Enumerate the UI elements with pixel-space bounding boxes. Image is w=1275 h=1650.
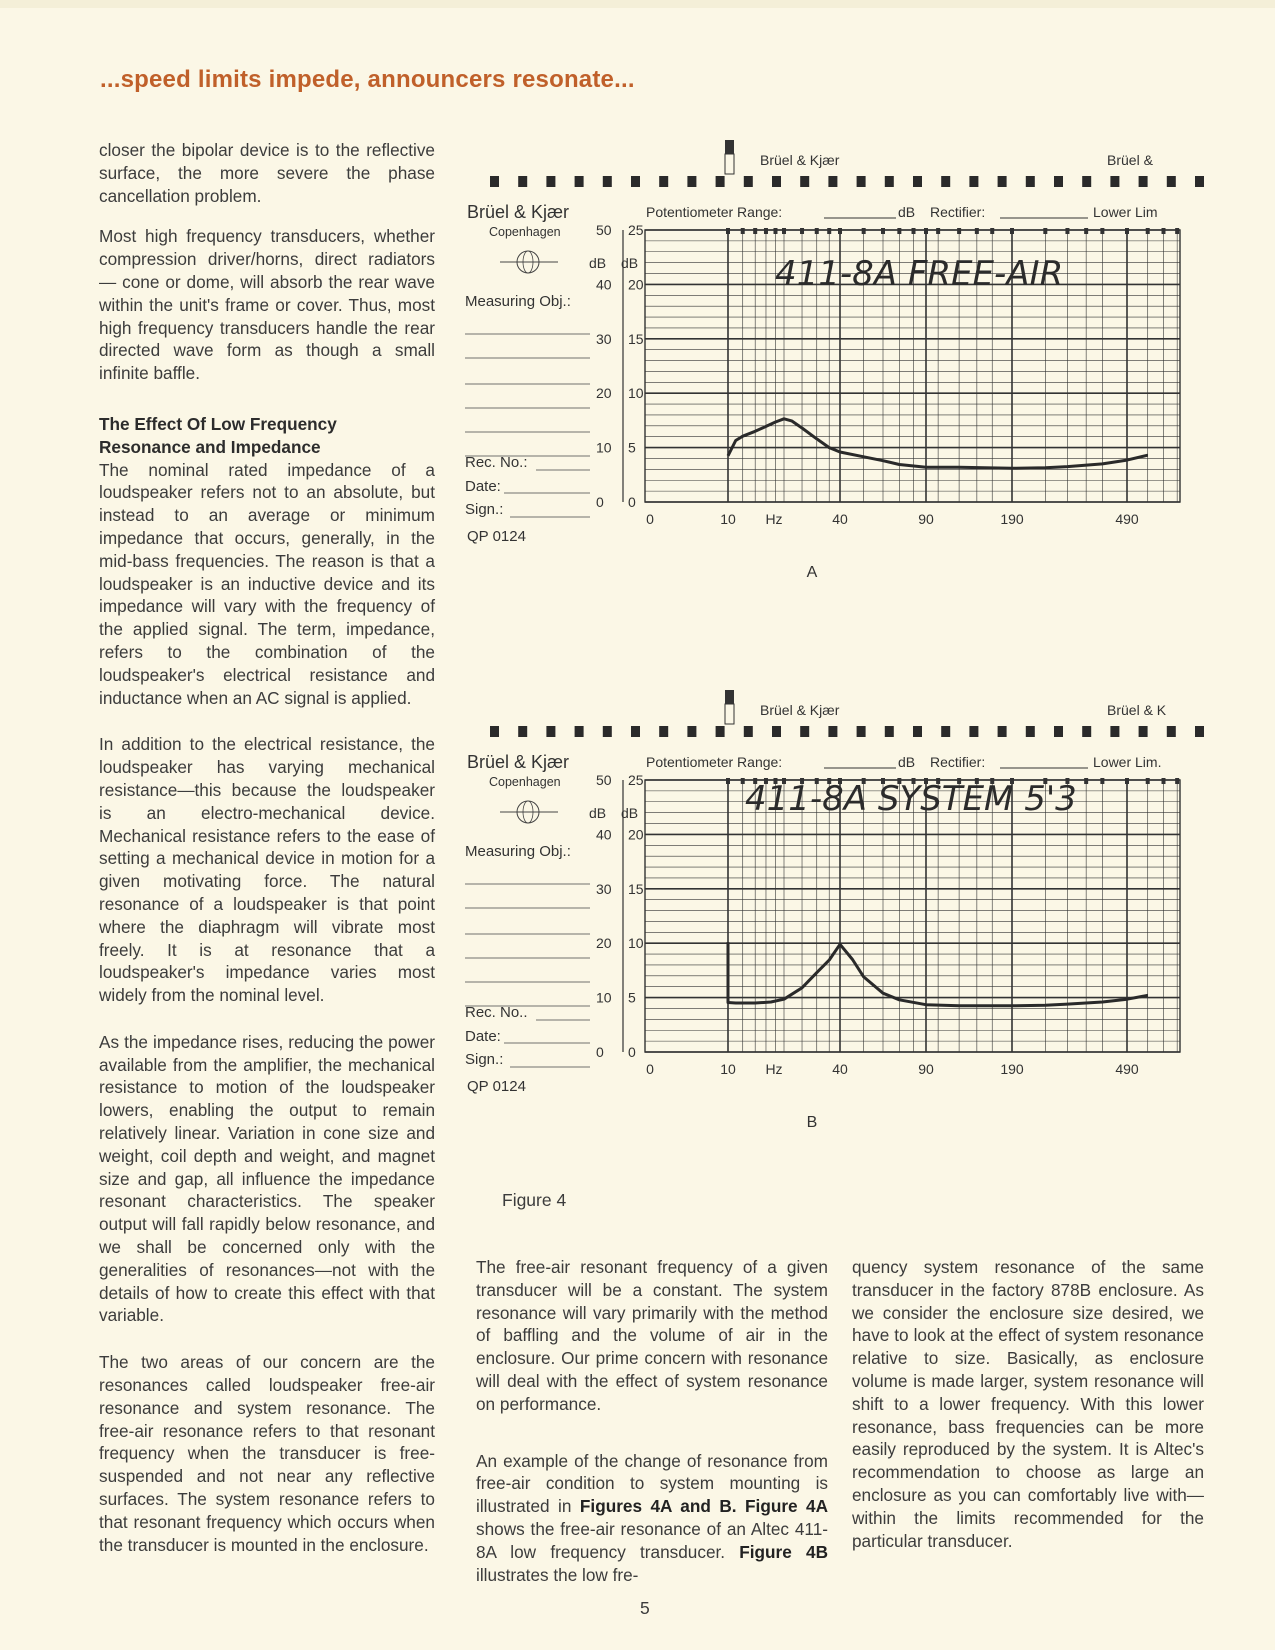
right-scale-label: 20 [628, 276, 644, 293]
figure-4a-ref: Figure 4A [745, 1496, 829, 1517]
grid-tick-mark [881, 228, 885, 234]
x-tick-label: 10 [720, 511, 736, 527]
grid-tick-mark [1146, 228, 1150, 234]
potentiometer-label: Potentiometer Range: [646, 754, 783, 770]
sprocket-hole [546, 726, 555, 737]
sprocket-hole [772, 176, 781, 187]
potentiometer-label: Potentiometer Range: [646, 204, 783, 220]
sprocket-hole [716, 726, 725, 737]
middle-p2-text-e: shows the free-air resonance of an Altec 411-8A low frequency transducer. [476, 1518, 828, 1562]
grid-tick-mark [827, 228, 831, 234]
figure-panel-label: B [806, 1114, 818, 1131]
sprocket-hole [716, 176, 725, 187]
grid-tick-mark [912, 228, 916, 234]
subheading-line-1: The Effect Of Low Frequency [99, 413, 337, 434]
page-top-edge [0, 0, 1275, 8]
x-tick-label: 490 [1115, 1061, 1139, 1077]
grid-tick-mark [957, 228, 961, 234]
grid-tick-mark [764, 228, 768, 234]
left-paragraph-1: closer the bipolar device is to the reflective surface, the more severe the phase cancellation problem. [99, 140, 435, 206]
date-label: Date: [465, 478, 501, 495]
paper-marker [725, 690, 734, 704]
grid-tick-mark [838, 228, 842, 234]
sprocket-hole [546, 176, 555, 187]
sign-label: Sign.: [465, 1051, 504, 1068]
sprocket-hole [490, 176, 499, 187]
right-scale-label: 0 [628, 494, 636, 510]
sprocket-hole [659, 726, 668, 737]
grid-tick-mark [990, 228, 994, 234]
x-tick-label: 90 [918, 1061, 934, 1077]
left-scale-label: 10 [596, 989, 612, 1006]
sprocket-hole [998, 176, 1007, 187]
middle-paragraph-2 [476, 1450, 828, 1587]
right-scale-label: 25 [628, 222, 644, 238]
x-tick-label: Hz [765, 1061, 783, 1077]
paper-marker-outline [725, 154, 734, 174]
left-scale-label: 40 [596, 276, 612, 293]
chart-b-svg [465, 690, 1240, 1170]
right-scale-label: 0 [628, 1044, 636, 1060]
grid-tick-mark [1100, 228, 1104, 234]
sprocket-hole [913, 726, 922, 737]
sprocket-hole [857, 726, 866, 737]
left-scale-label: 0 [596, 494, 604, 510]
sprocket-hole [659, 176, 668, 187]
figure-4a [465, 140, 1240, 620]
sprocket-hole [941, 726, 950, 737]
sprocket-hole [857, 176, 866, 187]
sprocket-hole [1026, 726, 1035, 737]
subheading-line-2: Resonance and Impedance [99, 436, 321, 457]
sprocket-hole [518, 176, 527, 187]
date-label: Date: [465, 1028, 501, 1045]
right-column [852, 1256, 1204, 1570]
brand-name: Brüel & Kjær [467, 202, 570, 222]
handwritten-chart-title: 411-8A SYSTEM 5'3 [745, 779, 1077, 819]
sprocket-hole [687, 726, 696, 737]
figure-4b-ref: Figure 4B [739, 1541, 828, 1562]
sprocket-hole [913, 176, 922, 187]
sprocket-hole [998, 726, 1007, 737]
right-scale-label: 10 [628, 935, 644, 952]
sprocket-hole [1026, 176, 1035, 187]
grid-tick-mark [1084, 228, 1088, 234]
sprocket-hole [744, 726, 753, 737]
paper-marker [725, 140, 734, 154]
lower-lim-label: Lower Lim [1093, 204, 1158, 220]
right-scale-label: 15 [628, 330, 644, 347]
sprocket-hole [631, 726, 640, 737]
sprocket-hole [1082, 176, 1091, 187]
grid-tick-mark [1125, 228, 1129, 234]
grid-tick-mark [726, 228, 730, 234]
sprocket-hole [1110, 726, 1119, 737]
sprocket-hole [603, 726, 612, 737]
sprocket-hole [885, 726, 894, 737]
grid-tick-mark [1084, 778, 1088, 784]
grid-tick-mark [1175, 228, 1179, 234]
brand-top-label: Brüel & Kjær [760, 702, 840, 718]
middle-p2-text-c [737, 1496, 746, 1516]
sprocket-hole [518, 726, 527, 737]
middle-p2-text-g: illustrates the low fre- [476, 1564, 639, 1585]
x-tick-label: 0 [646, 511, 654, 527]
grid-tick-mark [936, 228, 940, 234]
right-scale-label: 20 [628, 826, 644, 843]
x-tick-label: 0 [646, 1061, 654, 1077]
grid-tick-mark [862, 228, 866, 234]
grid-tick-mark [1175, 778, 1179, 784]
left-scale-label: 50 [596, 222, 612, 238]
grid-tick-mark [897, 228, 901, 234]
sprocket-hole [1110, 176, 1119, 187]
sprocket-hole [1139, 176, 1148, 187]
left-scale-label: 50 [596, 772, 612, 788]
right-scale-label: 5 [628, 989, 636, 1006]
grid-tick-mark [1162, 228, 1166, 234]
sprocket-hole [1082, 726, 1091, 737]
sprocket-hole [1195, 726, 1204, 737]
sprocket-hole [631, 176, 640, 187]
grid-tick-mark [815, 228, 819, 234]
left-column [99, 139, 435, 1574]
middle-paragraph-1: The free-air resonant frequency of a given transducer will be a constant. The system resonance will vary primarily with the method of baffling and the volume of air in the enclosure. Our prime concern with resonance will deal with the effect of system resonance on performance. [476, 1257, 828, 1414]
rec-no-label: Rec. No.. [465, 1004, 528, 1021]
sprocket-hole [1167, 176, 1176, 187]
qp-number: QP 0124 [467, 528, 526, 545]
grid-tick-mark [1146, 778, 1150, 784]
rectifier-label: Rectifier: [930, 754, 986, 770]
left-paragraph-6: The two areas of our concern are the resonances called loudspeaker free-air resonance and system resonance. The free-air resonance refers to that resonant frequency when the transducer is free-suspended and not near any reflective surfaces. The system resonance refers to that resonant frequency which occurs when the transducer is mounted in the enclosure. [99, 1352, 435, 1555]
brand-city: Copenhagen [489, 225, 561, 239]
left-paragraph-3: The nominal rated impedance of a loudspeaker refers not to an absolute, but instead to an average or minimum impedance that occurs, generally, in the mid-bass frequencies. The reason is that a loudspeaker is an inductive device and its impedance will vary with the frequency of the applied signal. The term, impedance, refers to the combination of the loudspeaker's electrical resistance and inductance when an AC signal is applied. [99, 459, 435, 708]
grid-tick-mark [773, 228, 777, 234]
brand-name: Brüel & Kjær [467, 752, 570, 772]
sprocket-hole [969, 176, 978, 187]
left-scale-label: 0 [596, 1044, 604, 1060]
x-tick-label: Hz [765, 511, 783, 527]
sprocket-hole [800, 726, 809, 737]
sprocket-hole [828, 176, 837, 187]
left-scale-label: 20 [596, 385, 612, 402]
left-paragraph-5: As the impedance rises, reducing the power available from the amplifier, the mechanical resistance to motion of the loudspeaker lowers, enabling the output to remain relatively linear. Variation in cone size and weight, coil depth and weight, and magnet size and gap, all influence the impedance resonant characteristics. The speaker output will fall rapidly below resonance, and we shall be concerned only with the generalities of resonances—not with the details of how to create this effect with that variable. [99, 1031, 435, 1326]
db-left-unit: dB [589, 255, 607, 271]
right-scale-label: 5 [628, 439, 636, 456]
sprocket-hole [941, 176, 950, 187]
sprocket-hole [1139, 726, 1148, 737]
measuring-obj-label: Measuring Obj.: [465, 293, 571, 310]
left-scale-label: 40 [596, 826, 612, 843]
brand-city: Copenhagen [489, 775, 561, 789]
grid-tick-mark [726, 778, 730, 784]
x-tick-label: 40 [832, 1061, 848, 1077]
grid-tick-mark [741, 228, 745, 234]
sprocket-hole [1054, 176, 1063, 187]
grid-tick-mark [1100, 778, 1104, 784]
chart-a-svg [465, 140, 1240, 620]
sprocket-hole [828, 726, 837, 737]
page-number: 5 [640, 1598, 650, 1618]
figure-panel-label: A [806, 564, 818, 581]
sprocket-hole [1195, 176, 1204, 187]
grid-tick-mark [782, 228, 786, 234]
brand-top-right-label: Brüel & [1107, 152, 1153, 168]
grid-tick-mark [1125, 778, 1129, 784]
sprocket-hole [1054, 726, 1063, 737]
x-tick-label: 10 [720, 1061, 736, 1077]
sprocket-hole [744, 176, 753, 187]
right-paragraph-1: quency system resonance of the same transducer in the factory 878B enclosure. As we consider the enclosure size desired, we have to look at the effect of system resonance relative to size. Basically, as enclosure volume is made larger, system resonance will shift to a lower frequency. With this lower resonance, bass frequencies can be more easily reproduced by the system. It is Altec's recommendation to choose as large an enclosure as you can comfortably live with—within the limits recommended for the particular transducer. [852, 1257, 1204, 1551]
rectifier-label: Rectifier: [930, 204, 986, 220]
x-tick-label: 190 [1000, 511, 1024, 527]
sprocket-hole [800, 176, 809, 187]
x-tick-label: 490 [1115, 511, 1139, 527]
handwritten-chart-title: 411-8A FREE-AIR [775, 254, 1064, 294]
grid-tick-mark [753, 228, 757, 234]
sprocket-hole [603, 176, 612, 187]
x-tick-label: 40 [832, 511, 848, 527]
qp-number: QP 0124 [467, 1078, 526, 1095]
sprocket-hole [687, 176, 696, 187]
middle-column [476, 1256, 828, 1604]
figures-4ab-ref: Figures 4A and B. [579, 1496, 737, 1517]
db-unit-label: dB [898, 204, 916, 220]
page-heading: ...speed limits impede, announcers resonate... [100, 66, 635, 93]
sprocket-hole [772, 726, 781, 737]
sign-label: Sign.: [465, 501, 504, 518]
figure-caption: Figure 4 [502, 1190, 567, 1210]
brand-top-right-label: Brüel & K [1107, 702, 1167, 718]
sprocket-hole [490, 726, 499, 737]
grid-tick-mark [1010, 228, 1014, 234]
sprocket-hole [885, 176, 894, 187]
grid-tick-mark [924, 228, 928, 234]
grid-tick-mark [1162, 778, 1166, 784]
left-scale-label: 30 [596, 880, 612, 897]
lower-lim-label: Lower Lim. [1093, 754, 1162, 770]
sprocket-hole [575, 726, 584, 737]
rec-no-label: Rec. No.: [465, 454, 528, 471]
x-tick-label: 90 [918, 511, 934, 527]
sprocket-hole [969, 726, 978, 737]
brand-top-label: Brüel & Kjær [760, 152, 840, 168]
sprocket-hole [1167, 726, 1176, 737]
grid-tick-mark [1043, 228, 1047, 234]
figure-4b [465, 690, 1240, 1170]
left-scale-label: 20 [596, 935, 612, 952]
db-right-unit: dB [621, 255, 639, 271]
x-tick-label: 190 [1000, 1061, 1024, 1077]
grid-frame [645, 780, 1180, 1052]
section-subheading [99, 413, 435, 459]
grid-tick-mark [1065, 228, 1069, 234]
paper-marker-outline [725, 704, 734, 724]
left-paragraph-4: In addition to the electrical resistance, the loudspeaker has varying mechanical resistance—this because the loudspeaker is an electro-mechanical device. Mechanical resistance refers to the ease of setting a mechanical device in motion for a given motivating force. The natural resonance of a loudspeaker is that point where the diaphragm will vibrate most freely. It is at resonance that a loudspeaker's impedance varies most widely from the nominal level. [99, 734, 435, 1006]
db-left-unit: dB [589, 805, 607, 821]
left-paragraph-2: Most high frequency transducers, whether compression driver/horns, direct radiators — cone or dome, will absorb the rear wave within the unit's frame or cover. Thus, most high frequency transducers handle the rear directed wave form as though a small infinite baffle. [99, 226, 435, 384]
right-scale-label: 10 [628, 385, 644, 402]
db-right-unit: dB [621, 805, 639, 821]
right-scale-label: 15 [628, 880, 644, 897]
right-scale-label: 25 [628, 772, 644, 788]
sprocket-hole [575, 176, 584, 187]
grid-tick-mark [800, 228, 804, 234]
middle-p2-text-a: An example of the change of resonance from free-air condition to system mounting is illustrated in [476, 1450, 828, 1517]
grid-tick-mark [975, 228, 979, 234]
measuring-obj-label: Measuring Obj.: [465, 843, 571, 860]
db-unit-label: dB [898, 754, 916, 770]
left-scale-label: 30 [596, 330, 612, 347]
left-scale-label: 10 [596, 439, 612, 456]
